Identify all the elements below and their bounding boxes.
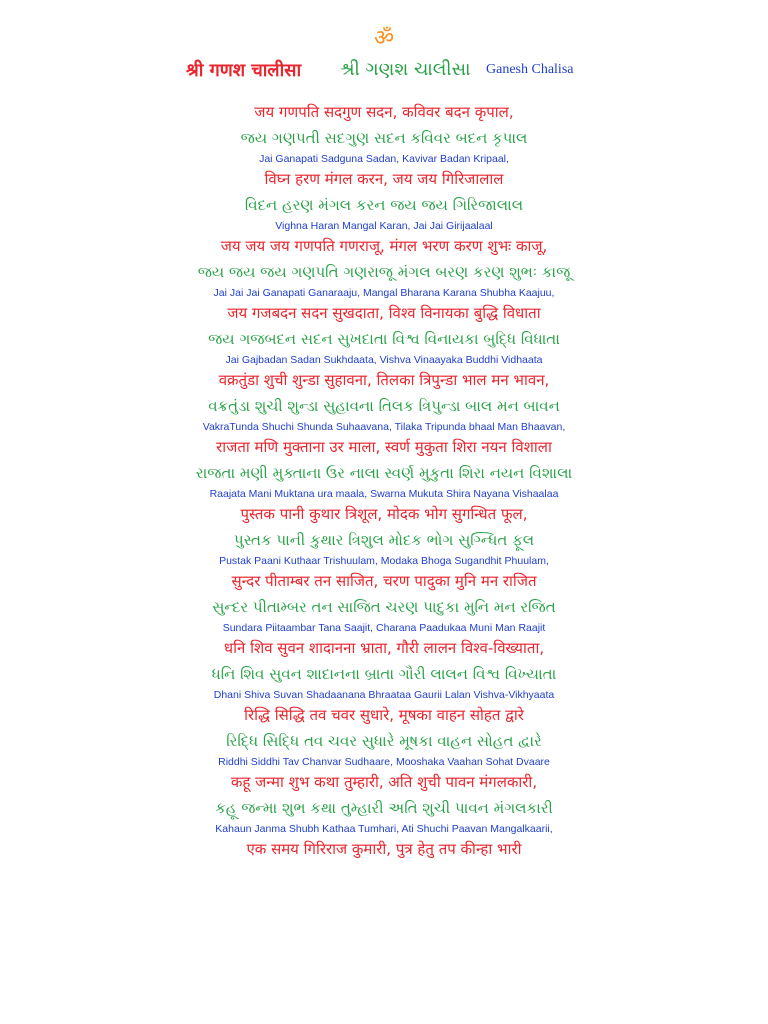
verse-hindi: विघ्न हरण मंगल करन, जय जय गिरिजालाल	[264, 170, 504, 188]
verse-gujarati: ધનિ શિવ સુવન શાદાનના બ્રાતા ગૌરી લાલન વિશ્વ વિખ્યાતા	[211, 665, 557, 683]
verse-english: Jai Gajbadan Sadan Sukhdaata, Vishva Vinaayaka Buddhi Vidhaata	[225, 354, 543, 366]
om-symbol: ॐ	[373, 26, 395, 51]
verse-block	[0, 100, 768, 167]
verse-block	[0, 435, 768, 502]
verse-block	[0, 569, 768, 636]
verse-english: Riddhi Siddhi Tav Chanvar Sudhaare, Mooshaka Vaahan Sohat Dvaare	[218, 756, 550, 768]
title-hindi: श्री गणश चालीसा	[186, 60, 302, 81]
verse-english: Pustak Paani Kuthaar Trishuulam, Modaka Bhoga Sugandhit Phuulam,	[219, 555, 549, 567]
verse-block	[0, 837, 768, 861]
verse-english: Jai Ganapati Sadguna Sadan, Kavivar Badan Kripaal,	[259, 153, 509, 165]
verse-english: VakraTunda Shuchi Shunda Suhaavana, Tilaka Tripunda bhaal Man Bhaavan,	[202, 421, 566, 433]
verse-hindi: पुस्तक पानी कुथार त्रिशूल, मोदक भोग सुगन्धित फूल,	[240, 505, 528, 523]
verse-gujarati: જય જય જય ગણપતિ ગણરાજૂ મંગલ બરણ કરણ શુભઃ કાજૂ	[197, 263, 571, 281]
verse-hindi: राजता मणि मुक्ताना उर माला, स्वर्ण मुकुता शिरा नयन विशाला	[216, 438, 552, 456]
verse-block	[0, 368, 768, 435]
verse-hindi: धनि शिव सुवन शादानना भ्राता, गौरी लालन विश्व-विख्याता,	[223, 639, 545, 657]
verse-hindi: सुन्दर पीताम्बर तन साजित, चरण पादुका मुनि मन राजित	[231, 572, 537, 590]
verse-block	[0, 636, 768, 703]
verse-block	[0, 703, 768, 770]
verse-block	[0, 167, 768, 234]
title-english: Ganesh Chalisa	[486, 62, 574, 77]
verse-block	[0, 301, 768, 368]
verse-gujarati: વિદન હરણ મંગલ કરન જય જય ગિરિજાલાલ	[244, 196, 524, 214]
verse-hindi: जय जय जय गणपति गणराजू, मंगल भरण करण शुभः काजू,	[220, 237, 548, 255]
verse-english: Vighna Haran Mangal Karan, Jai Jai Girijaalaal	[275, 220, 493, 232]
verse-gujarati: રિદ્ધિ સિદ્ધિ તવ ચવર સુધારે મૂષકા વાહન સોહત દ્વારે	[226, 732, 542, 750]
verse-hindi: वक्रतुंडा शुची शुन्डा सुहावना, तिलका त्रिपुन्डा भाल मन भावन,	[218, 371, 550, 389]
verse-gujarati: પુસ્તક પાની કુથાર ત્રિશુલ મોદક ભોગ સુગ્ન્ધિત ફૂલ	[233, 531, 535, 549]
title-gujarati: શ્રી ગણશ ચાલીસા	[340, 59, 471, 80]
verse-english: Dhani Shiva Suvan Shadaanana Bhraataa Gaurii Lalan Vishva-Vikhyaata	[213, 689, 555, 701]
verse-english: Jai Jai Jai Ganapati Ganaraaju, Mangal Bharana Karana Shubha Kaajuu,	[213, 287, 555, 299]
verse-english: Kahaun Janma Shubh Kathaa Tumhari, Ati Shuchi Paavan Mangalkaarii,	[215, 823, 553, 835]
verse-block	[0, 234, 768, 301]
verse-hindi: रिद्धि सिद्धि तव चवर सुधारे, मूषका वाहन सोहत द्वारे	[244, 706, 524, 724]
verse-list	[0, 100, 768, 861]
verse-english: Raajata Mani Muktana ura maala, Swarna Mukuta Shira Nayana Vishaalaa	[209, 488, 559, 500]
verse-hindi: जय गणपति सदगुण सदन, कविवर बदन कृपाल,	[254, 103, 514, 121]
verse-gujarati: જય ગણપતી સદગુણ સદન કવિવર બદન કૃપાલ	[240, 129, 528, 147]
verse-hindi: कहू जन्मा शुभ कथा तुम्हारी, अति शुची पावन मंगलकारी,	[230, 773, 538, 791]
verse-gujarati: જય ગજબદન સદન સુખદાતા વિશ્વ વિનાયકા બુદ્ધિ વિધાતા	[208, 330, 560, 348]
title-row	[0, 58, 768, 84]
verse-gujarati: કહૂ જન્મા શુભ કથા તુમ્હારી અતિ શુચી પાવન મંગલકારી	[215, 799, 553, 817]
verse-gujarati: વક્રતુંડા શુચી શુન્ડા સુહાવના તિલક ત્રિપુન્ડા બાલ મન બાવન	[208, 397, 560, 415]
verse-hindi: एक समय गिरिराज कुमारी, पुत्र हेतु तप कीन्हा भारी	[246, 840, 522, 858]
verse-gujarati: રાજતા મણી મુક્તાના ઉર નાલા સ્વર્ણ મુકુતા શિરા નયન વિશાલા	[195, 464, 573, 482]
verse-hindi: जय गजबदन सदन सुखदाता, विश्व विनायका बुद्धि विधाता	[227, 304, 541, 322]
verse-block	[0, 502, 768, 569]
verse-gujarati: સુન્દર પીતામ્બર તન સાજિત ચરણ પાદુકા મુનિ મન રજિત	[212, 598, 556, 616]
verse-block	[0, 770, 768, 837]
verse-english: Sundara Piitaambar Tana Saajit, Charana Paadukaa Muni Man Raajit	[222, 622, 546, 634]
